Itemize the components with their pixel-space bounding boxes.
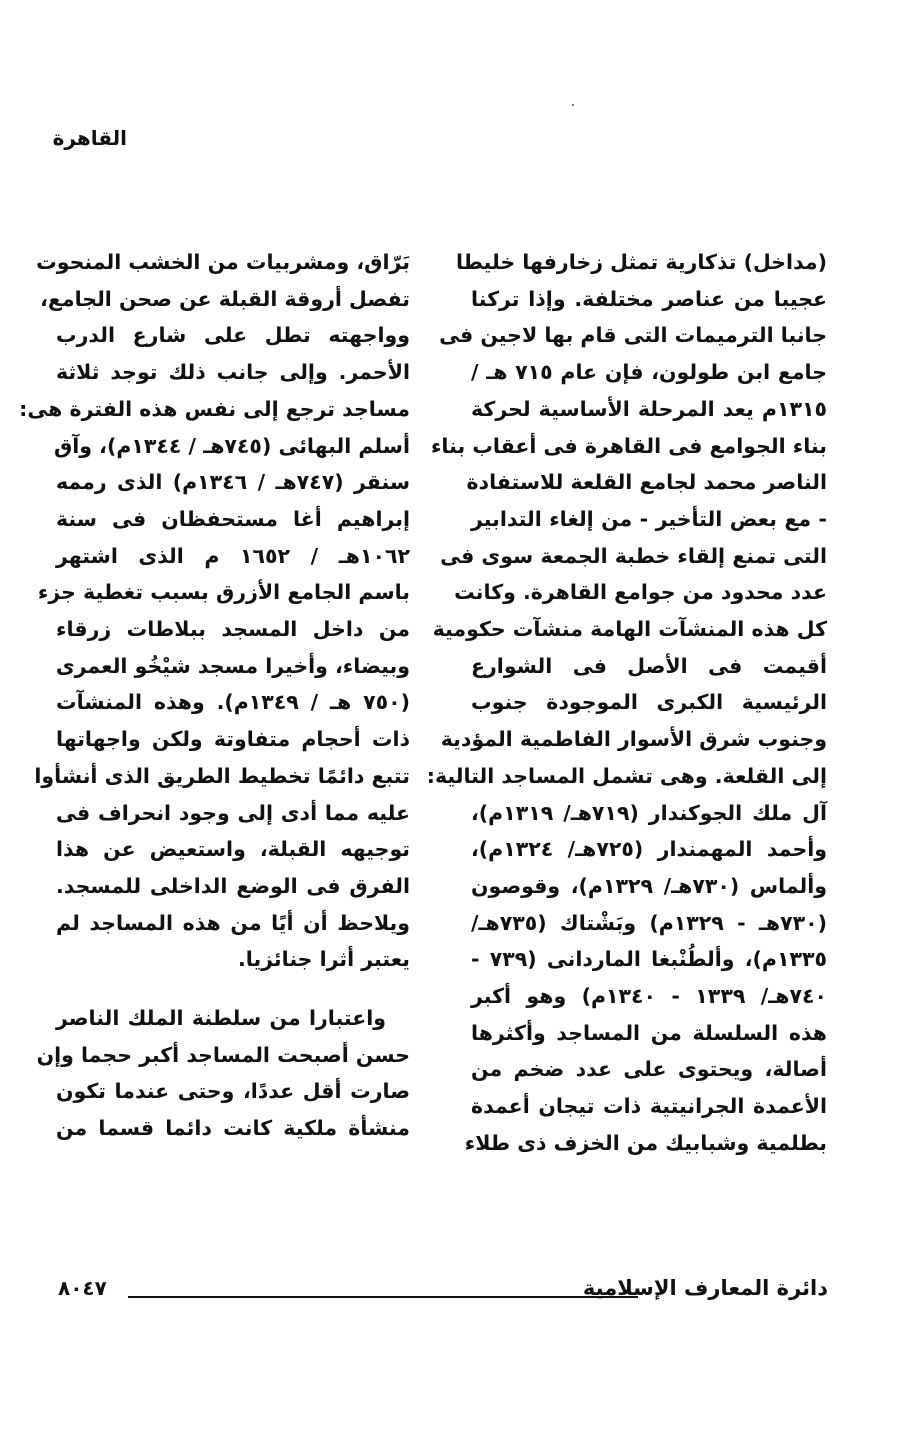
text-line: صارت أقل عددًا، وحتى عندما تكون <box>56 1079 410 1104</box>
text-line: الأحمر. وإلى جانب ذلك توجد ثلاثة <box>56 360 410 385</box>
text-line: يعتبر أثرا جنائزيا. <box>237 947 410 972</box>
right-column-paragraph <box>426 244 828 1162</box>
text-line: بَرّاق، ومشربيات من الخشب المنحوت <box>36 250 410 274</box>
running-title: القاهرة <box>52 126 127 150</box>
footer-title: دائرة المعارف الإسلامية <box>582 1276 828 1300</box>
text-line: (مداخل) تذكارية تمثل زخارفها خليطا <box>455 250 827 274</box>
text-line: تفصل أروقة القبلة عن صحن الجامع، <box>40 286 410 311</box>
text-line: توجيهه القبلة، واستعيض عن هذا <box>56 837 410 862</box>
page-footer <box>58 1276 828 1306</box>
text-line: باسم الجامع الأزرق بسبب تغطية جزء <box>37 580 410 605</box>
text-line: كل هذه المنشآت الهامة منشآت حكومية <box>432 617 827 642</box>
text-line: التى تمنع إلقاء خطبة الجمعة سوى فى <box>440 543 827 568</box>
text-line: - مع بعض التأخير - من إلغاء التدابير <box>471 506 827 531</box>
text-line: (٧٥٠ هـ / ١٣٤٩م). وهذه المنشآت <box>56 690 410 715</box>
text-line: الناصر محمد لجامع القلعة للاستفادة <box>466 470 827 495</box>
text-line: ١٠٦٢هـ / ١٦٥٢ م الذى اشتهر <box>56 543 410 568</box>
text-line: وألماس (٧٣٠هـ/ ١٣٢٩م)، وقوصون <box>471 873 828 898</box>
text-line: ويلاحظ أن أيًا من هذه المساجد لم <box>56 910 410 935</box>
text-line: واعتبارا من سلطنة الملك الناصر <box>56 1006 386 1031</box>
text-line: الفرق فى الوضع الداخلى للمسجد. <box>56 873 410 898</box>
text-line: وواجهته تطل على شارع الدرب <box>56 323 410 348</box>
text-line: أصالة، ويحتوى على عدد ضخم من <box>471 1057 827 1082</box>
text-line: الأعمدة الجرانيتية ذات تيجان أعمدة <box>471 1094 827 1119</box>
text-line: من داخل المسجد ببلاطات زرقاء <box>56 617 410 642</box>
left-column <box>19 244 410 1147</box>
text-line: مساجد ترجع إلى نفس هذه الفترة هى: <box>19 396 410 421</box>
text-line: أسلم البهائى (٧٤٥هـ / ١٣٤٤م)، وآق <box>53 433 410 458</box>
text-line: هذه السلسلة من المساجد وأكثرها <box>471 1020 827 1045</box>
text-line: وبيضاء، وأخيرا مسجد شيْخُو العمرى <box>55 653 410 678</box>
paragraph-gap <box>56 978 410 1000</box>
text-line: بناء الجوامع فى القاهرة فى أعقاب بناء <box>430 433 827 458</box>
text-line: إلى القلعة. وهى تشمل المساجد التالية: <box>426 763 827 788</box>
text-line: وأحمد المهمندار (٧٢٥هـ/ ١٣٢٤م)، <box>471 837 827 862</box>
text-line: تتبع دائمًا تخطيط الطريق الذى أنشأوا <box>34 763 410 788</box>
text-line: جانبا الترميمات التى قام بها لاجين فى <box>439 323 827 348</box>
text-line: جامع ابن طولون، فإن عام ٧١٥ هـ / <box>471 360 827 385</box>
text-line: عدد محدود من جوامع القاهرة. وكانت <box>454 580 827 605</box>
left-column-paragraph-2 <box>36 1000 410 1147</box>
right-column <box>426 244 828 1162</box>
text-line: أقيمت فى الأصل فى الشوارع <box>471 653 827 678</box>
footer-rule <box>128 1296 638 1298</box>
text-line: حسن أصبحت المساجد أكبر حجما وإن <box>36 1042 410 1067</box>
text-line: إبراهيم أغا مستحفظان فى سنة <box>56 506 410 531</box>
text-line: ١٣١٥م يعد المرحلة الأساسية لحركة <box>471 396 827 421</box>
left-column-paragraph-1 <box>19 244 410 978</box>
text-line: ١٣٣٥م)، وألطُنْبغا الماردانى (٧٣٩ - <box>471 947 827 972</box>
text-line: آل ملك الجوكندار (٧١٩هـ/ ١٣١٩م)، <box>471 800 827 825</box>
print-speck <box>572 104 574 106</box>
text-line: بطلمية وشبابيك من الخزف ذى طلاء <box>464 1130 827 1155</box>
text-line: ذات أحجام متفاوتة ولكن واجهاتها <box>56 727 410 752</box>
text-line: (٧٣٠هـ - ١٣٢٩م) وبَشْتاك (٧٣٥هـ/ <box>471 910 827 935</box>
text-line: الرئيسية الكبرى الموجودة جنوب <box>471 690 827 715</box>
text-line: عجيبا من عناصر مختلفة. وإذا تركنا <box>471 286 827 311</box>
page-number: ٨٠٤٧ <box>58 1276 107 1300</box>
text-line: عليه مما أدى إلى وجود انحراف فى <box>56 800 410 825</box>
text-line: وجنوب شرق الأسوار الفاطمية المؤدية <box>440 727 827 752</box>
text-line: منشأة ملكية كانت دائما قسما من <box>56 1116 410 1141</box>
text-line: سنقر (٧٤٧هـ / ١٣٤٦م) الذى رممه <box>56 470 410 495</box>
text-line: ٧٤٠هـ/ ١٣٣٩ - ١٣٤٠م) وهو أكبر <box>471 984 827 1009</box>
